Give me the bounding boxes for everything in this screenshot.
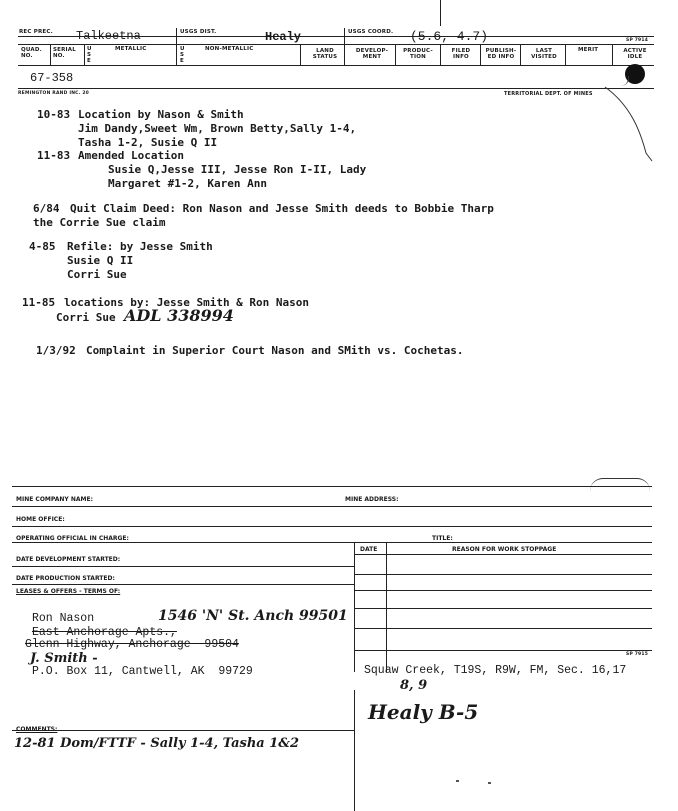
entry-1183-date: 11-83 [37, 149, 71, 162]
entry-485-claim-1: Susie Q II [67, 254, 134, 267]
reason-col-label: REASON FOR WORK STOPPAGE [452, 546, 557, 553]
usgs-coord-label: USGS COORD. [348, 29, 394, 35]
form-code-2: SP 7915 [626, 652, 649, 657]
handwritten-address: 1546 'N' St. Anch 99501 [158, 608, 348, 624]
entry-1083-text: Location by Nason & Smith [78, 108, 244, 121]
entry-1083-date: 10-83 [37, 108, 71, 121]
comments-label: COMMENTS: [16, 726, 58, 733]
rec-prec-value: Talkeetna [76, 29, 141, 43]
home-office-label: HOME OFFICE: [16, 516, 65, 523]
production-label: PRODUC-TION [403, 48, 433, 60]
po-box: P.O. Box 11, Cantwell, AK 99729 [32, 665, 253, 678]
form-code: SP 7914 [626, 38, 649, 43]
handwritten-name: J. Smith - [30, 651, 98, 666]
leases-label: LEASES & OFFERS - TERMS OF: [16, 588, 121, 595]
entry-1185-text: locations by: Jesse Smith & Ron Nason [64, 296, 310, 309]
handwritten-quad: Healy B-5 [368, 700, 479, 724]
serial-label: SERIAL NO. [53, 47, 76, 59]
usgs-coord-value: (5.6, 4.7) [410, 29, 489, 44]
active-idle-label: ACTIVE IDLE [623, 48, 647, 60]
handwritten-adl: ADL 338994 [124, 306, 234, 325]
entry-485-claim-2: Corri Sue [67, 268, 127, 281]
metallic-label: METALLIC [115, 46, 147, 52]
date-col-label: DATE [360, 546, 378, 553]
entry-1083-claims: Jim Dandy,Sweet Wm, Brown Betty,Sally 1-4, [78, 122, 357, 135]
entry-1185-claim: Corri Sue [56, 311, 116, 324]
development-label: DEVELOP-MENT [355, 48, 389, 60]
entry-1183-claims-2: Margaret #1-2, Karen Ann [108, 177, 267, 190]
comment-text: 12-81 Dom/FTTF - Sally 1-4, Tasha 1&2 [14, 736, 300, 751]
entry-684-text: Quit Claim Deed: Ron Nason and Jesse Smith deeds to Bobbie Tharp [70, 202, 494, 215]
land-status-label: LAND STATUS [312, 48, 338, 60]
entry-1183-text: Amended Location [78, 149, 184, 162]
nonmetallic-codes: U S E [180, 46, 185, 64]
date-dev-label: DATE DEVELOPMENT STARTED: [16, 556, 121, 563]
struck-address-1: East Anchorage Apts., [32, 626, 177, 639]
entry-1392-date: 1/3/92 [36, 344, 76, 357]
entry-485-date: 4-85 [29, 240, 56, 253]
published-info-label: PUBLISH-ED INFO [485, 48, 517, 60]
usgs-dist-label: USGS DIST. [180, 29, 217, 35]
quad-label: QUAD. NO. [21, 47, 42, 59]
merit-label: MERIT [578, 47, 599, 53]
dept-line: TERRITORIAL DEPT. OF MINES [504, 91, 593, 97]
date-prod-label: DATE PRODUCTION STARTED: [16, 575, 115, 582]
mine-address-label: MINE ADDRESS: [345, 496, 399, 503]
entry-684-date: 6/84 [33, 202, 60, 215]
entry-684-text-2: the Corrie Sue claim [33, 216, 166, 229]
mine-company-label: MINE COMPANY NAME: [16, 496, 93, 503]
torn-edge [590, 478, 650, 491]
printer-line: REMINGTON RAND INC. 20 [18, 91, 89, 96]
speck-2 [488, 782, 491, 784]
struck-address-2: Glenn Highway, Anchorage 99504 [25, 638, 239, 651]
address-name: Ron Nason [32, 612, 95, 625]
metallic-codes: U S E [87, 46, 92, 64]
speck [456, 780, 459, 782]
operating-official-label: OPERATING OFFICIAL IN CHARGE: [16, 535, 129, 542]
entry-1185-date: 11-85 [22, 296, 56, 309]
quad-value: 67-358 [30, 71, 74, 85]
handwritten-sections: 8, 9 [400, 678, 428, 693]
nonmetallic-label: NON-METALLIC [205, 46, 254, 52]
filed-info-label: FILED INFO [451, 48, 471, 60]
last-visited-label: LAST VISITED [531, 48, 557, 60]
entry-1183-claims: Susie Q,Jesse III, Jesse Ron I-II, Lady [108, 163, 367, 176]
entry-1083-claims-2: Tasha 1-2, Susie Q II [78, 136, 218, 149]
margin-curve [600, 85, 678, 165]
usgs-dist-value: Healy [265, 30, 302, 44]
location-text: Squaw Creek, T19S, R9W, FM, Sec. 16,17 [364, 664, 627, 677]
title-label: TITLE: [432, 535, 453, 542]
rec-prec-label: REC PREC. [19, 29, 53, 35]
entry-485-text: Refile: by Jesse Smith [67, 240, 213, 253]
entry-1392-text: Complaint in Superior Court Nason and SMith vs. Cochetas. [86, 344, 464, 357]
